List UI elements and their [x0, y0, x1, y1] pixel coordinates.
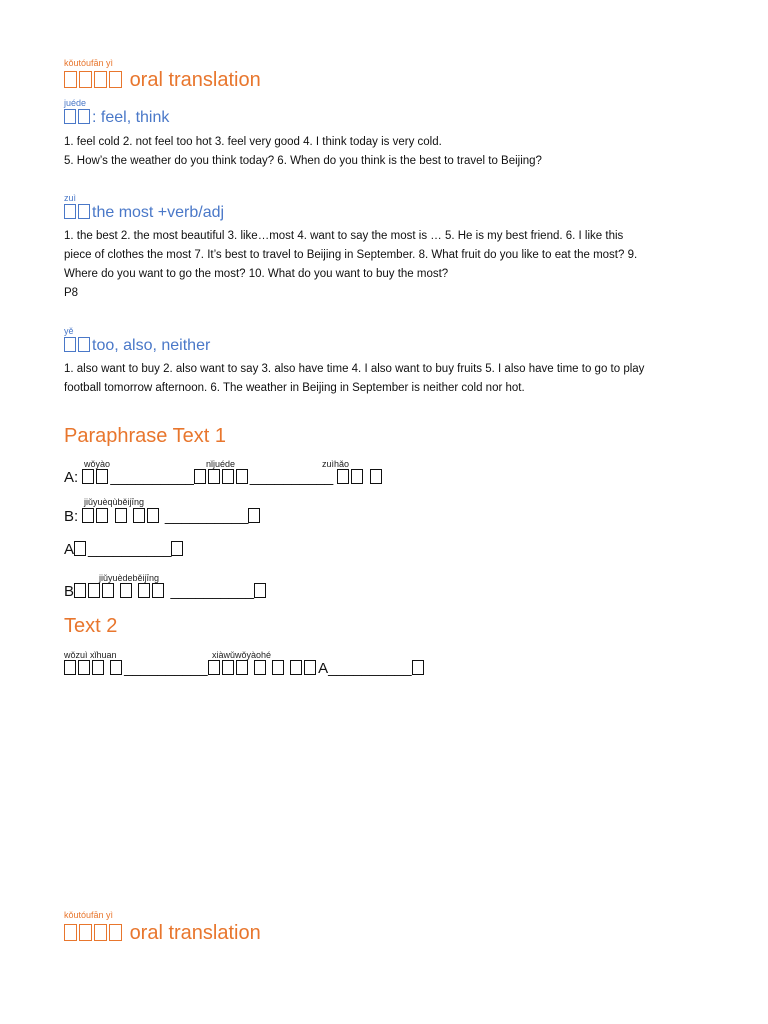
cjk-glyph [64, 204, 76, 219]
pinyin-jiuyuedebeijing: jiǔyuèdeběijīng [99, 573, 160, 583]
text2-title: Text 2 [64, 615, 118, 637]
section-title-text: oral translation [129, 922, 261, 944]
cjk-glyph [78, 204, 90, 219]
speaker-label: B [64, 583, 75, 600]
cjk-glyph [171, 541, 183, 556]
cjk-glyph [152, 583, 164, 598]
heading-zui [64, 203, 224, 223]
cjk-glyph [208, 660, 220, 675]
cjk-glyph [78, 109, 90, 124]
cjk-glyph [82, 508, 94, 523]
cjk-glyph [92, 660, 104, 675]
cjk-glyph [102, 583, 114, 598]
cjk-glyph [194, 469, 206, 484]
pinyin-koutoufanyi-2: kǒutóufān yì [64, 910, 114, 920]
dialogue-row-a2 [64, 540, 185, 560]
pinyin-koutoufanyi: kǒutóufān yì [64, 58, 114, 68]
exercise-line: piece of clothes the most 7. It’s best to travel to Beijing in September. 8. What fruit do you like to eat the most? 9. [64, 249, 638, 261]
exercise-line: 1. feel cold 2. not feel too hot 3. feel very good 4. I think today is very cold. [64, 136, 442, 148]
cjk-glyph [222, 469, 234, 484]
page-ref: P8 [64, 287, 79, 299]
pinyin-xiawuwoyaohe: xiàwǔwǒyàohé [212, 650, 272, 660]
cjk-glyph [82, 469, 94, 484]
exercise-line: 1. also want to buy 2. also want to say 3. also have time 4. I also want to buy fruits 5. I also have time to go to play [64, 363, 645, 375]
cjk-glyph [88, 583, 100, 598]
cjk-glyph [96, 508, 108, 523]
ye-exercises [64, 360, 712, 398]
cjk-glyph [236, 660, 248, 675]
cjk-glyph [115, 508, 127, 523]
cjk-glyph [94, 924, 107, 941]
cjk-glyph [304, 660, 316, 675]
section-title-text: oral translation [129, 69, 261, 91]
pinyin-wozuixihuan: wǒzuì xǐhuan [64, 650, 117, 660]
pinyin-jiuyuequbeijing: jiǔyuèqùběijīng [84, 497, 145, 507]
exercise-line: 1. the best 2. the most beautiful 3. like…most 4. want to say the most is … 5. He is my best friend. 6. I like this [64, 230, 624, 242]
dialogue-row-b2 [64, 582, 268, 602]
section-title-oral-translation [64, 68, 261, 92]
text2-row [64, 659, 426, 679]
text2-mid-label: A [318, 660, 329, 677]
exercise-line: Where do you want to go the most? 10. What do you want to buy the most? [64, 268, 449, 280]
cjk-glyph [254, 660, 266, 675]
fill-blank[interactable]: __________ [124, 660, 208, 677]
cjk-glyph [64, 924, 77, 941]
cjk-glyph [147, 508, 159, 523]
exercise-line: 5. How’s the weather do you think today? 6. When do you think is the best to travel to Beijing? [64, 155, 542, 167]
cjk-glyph [96, 469, 108, 484]
fill-blank[interactable]: __________ [249, 469, 334, 486]
pinyin-ye: yě [64, 326, 74, 336]
cjk-glyph [138, 583, 150, 598]
cjk-glyph [290, 660, 302, 675]
speaker-label: A: [64, 469, 79, 486]
cjk-glyph [64, 109, 76, 124]
cjk-glyph [78, 337, 90, 352]
heading-zui-text: the most +verb/adj [92, 204, 225, 221]
cjk-glyph [337, 469, 349, 484]
speaker-label: A [64, 541, 75, 558]
paraphrase-title: Paraphrase Text 1 [64, 425, 226, 447]
fill-blank[interactable]: __________ [164, 508, 249, 525]
cjk-glyph [74, 583, 86, 598]
cjk-glyph [110, 660, 122, 675]
fill-blank[interactable]: __________ [88, 541, 172, 558]
fill-blank[interactable]: __________ [328, 660, 412, 677]
fill-blank[interactable]: __________ [170, 583, 254, 600]
zui-exercises [64, 227, 712, 303]
heading-ye [64, 336, 210, 356]
exercise-line: football tomorrow afternoon. 6. The weather in Beijing in September is neither cold nor hot. [64, 382, 525, 394]
heading-ye-text: too, also, neither [92, 337, 211, 354]
cjk-glyph [236, 469, 248, 484]
heading-juede [64, 108, 169, 128]
cjk-glyph [254, 583, 266, 598]
pinyin-juede: juéde [64, 98, 87, 108]
cjk-glyph [412, 660, 424, 675]
fill-blank[interactable]: __________ [110, 469, 194, 486]
juede-exercises [64, 133, 712, 171]
cjk-glyph [94, 71, 107, 88]
cjk-glyph [248, 508, 260, 523]
heading-juede-text: : feel, think [92, 109, 170, 126]
cjk-glyph [64, 337, 76, 352]
cjk-glyph [79, 71, 92, 88]
cjk-glyph [64, 71, 77, 88]
pinyin-nijuede: nǐjuéde [206, 459, 236, 469]
cjk-glyph [272, 660, 284, 675]
speaker-label: B: [64, 508, 79, 525]
cjk-glyph [370, 469, 382, 484]
cjk-glyph [79, 924, 92, 941]
cjk-glyph [78, 660, 90, 675]
pinyin-woyao: wǒyào [84, 459, 111, 469]
cjk-glyph [133, 508, 145, 523]
dialogue-row-a1 [64, 468, 384, 488]
cjk-glyph [222, 660, 234, 675]
pinyin-zuihao: zuìhǎo [322, 459, 350, 469]
cjk-glyph [120, 583, 132, 598]
pinyin-zui: zuì [64, 193, 77, 203]
dialogue-row-b1 [64, 507, 262, 527]
cjk-glyph [109, 924, 122, 941]
cjk-glyph [109, 71, 122, 88]
cjk-glyph [74, 541, 86, 556]
cjk-glyph [64, 660, 76, 675]
cjk-glyph [351, 469, 363, 484]
cjk-glyph [208, 469, 220, 484]
section-title-oral-translation-2 [64, 921, 261, 945]
